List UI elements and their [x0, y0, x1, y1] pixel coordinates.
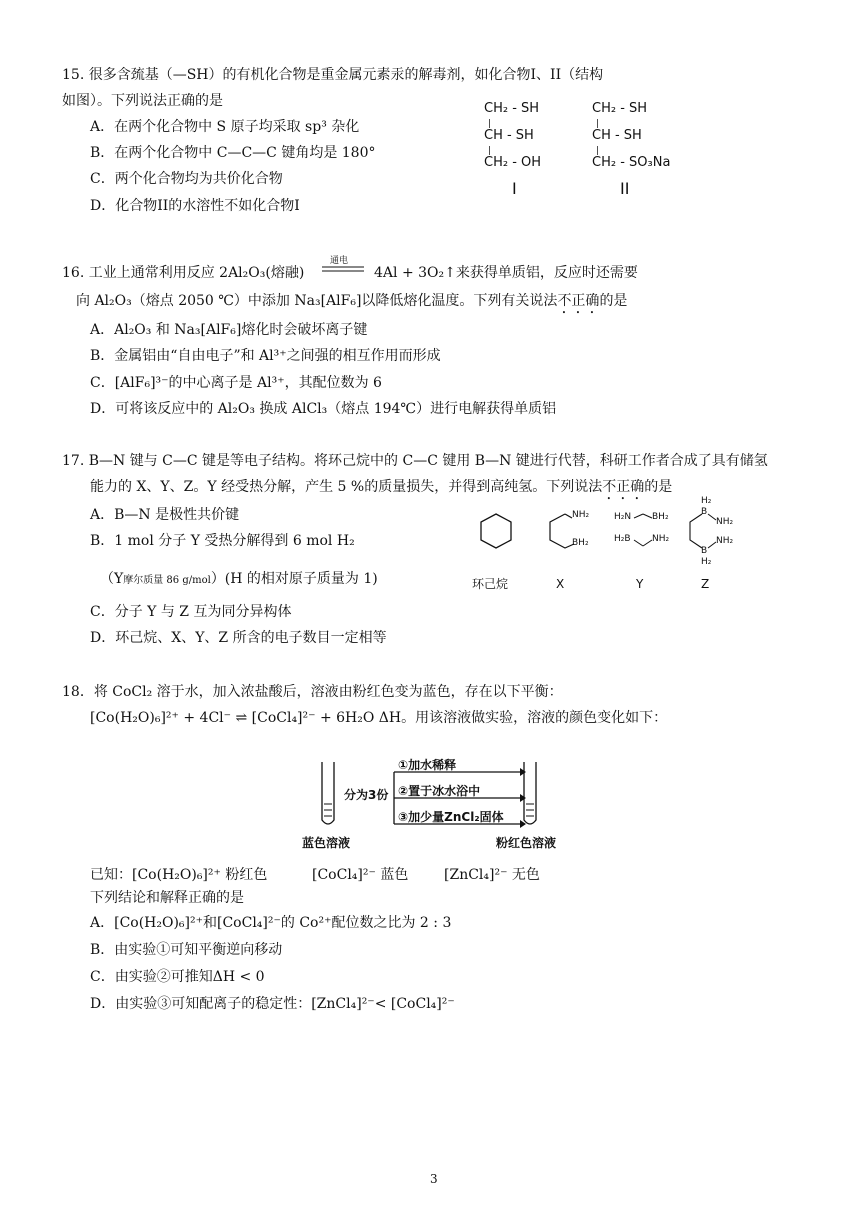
q16-option-a: A．Al₂O₃ 和 Na₃[AlF₆]熔化时会破坏离子键: [90, 322, 368, 338]
structure-i-label: I: [512, 179, 517, 198]
q15-stem-line2: 如图）。下列说法正确的是: [62, 93, 223, 109]
q17-option-b-note: [100, 570, 378, 590]
q18-option-d: D．由实验③可知配离子的稳定性：[ZnCl₄]²⁻< [CoCl₄]²⁻: [90, 996, 455, 1012]
z-nh2-bottom: NH₂: [716, 536, 734, 546]
q17-emphasis-text: 不正确: [602, 479, 645, 495]
x-nh2: NH₂: [572, 510, 590, 520]
bond-line: |: [596, 119, 600, 129]
q15-option-c: C．两个化合物均为共价化合物: [90, 171, 283, 187]
x-bh2: BH₂: [572, 538, 589, 548]
q17-stem-line1: 17. B—N 键与 C—C 键是等电子结构。将环己烷中的 C—C 键用 B—N 键进行代替，科研工作者合成了具有储氢: [62, 453, 768, 469]
bond-line: |: [596, 146, 600, 156]
q18-equilibrium: [Co(H₂O)₆]²⁺ + 4Cl⁻ ⇌ [CoCl₄]²⁻ + 6H₂O ΔH。用该溶液做实验，溶液的颜色变化如下：: [90, 710, 668, 726]
pink-solution-label: 粉红色溶液: [496, 836, 557, 850]
q17-option-a: A．B—N 是极性共价键: [90, 507, 240, 523]
q16-option-b: B．金属铝由“自由电子”和 Al³⁺之间强的相互作用而形成: [90, 348, 441, 364]
q18-known-2: [CoCl₄]²⁻ 蓝色: [312, 867, 409, 883]
q15-option-b: B．在两个化合物中 C—C—C 键角均是 180°: [90, 145, 376, 161]
right-test-tube: [524, 762, 536, 824]
structure-i-line2: CH - SH: [484, 128, 534, 143]
q16-arrow-label: 通电: [330, 256, 349, 266]
page-number: 3: [430, 1172, 438, 1186]
y-nh2-bottom: NH₂: [652, 534, 670, 544]
z-h2-top: H₂: [701, 496, 712, 506]
label-z: Z: [701, 577, 710, 591]
structure-i-line3: CH₂ - OH: [484, 155, 542, 170]
structure-ii-label: II: [620, 179, 630, 198]
structure-i-line1: CH₂ - SH: [484, 101, 540, 116]
q17-stem-line2-end: 的是: [644, 479, 673, 495]
cyclohexane-ring: [481, 514, 511, 548]
y-h2n: H₂N: [614, 512, 632, 522]
q16-emphasis-text: 不正确: [557, 293, 600, 309]
q16-stem-line2-text: 向 Al₂O₃（熔点 2050 ℃）中添加 Na₃[AlF₆]以降低熔化温度。下列有关说法: [76, 293, 558, 309]
q16-stem-line1a: 16. 工业上通常利用反应 2Al₂O₃(熔融): [62, 265, 305, 281]
q16-option-d: D．可将该反应中的 Al₂O₃ 换成 AlCl₃（熔点 194℃）进行电解获得单质铝: [90, 401, 557, 417]
q15-option-a: A．在两个化合物中 S 原子均采取 sp³ 杂化: [90, 119, 360, 135]
left-test-tube: [322, 762, 334, 824]
q18-experiment-figure: [298, 756, 578, 856]
z-nh2-top: NH₂: [716, 517, 734, 527]
q15-stem-line1: 15. 很多含巯基（—SH）的有机化合物是重金属元素汞的解毒剂，如化合物I、II（结构: [62, 67, 604, 83]
z-ring-bond: [708, 514, 716, 520]
split-label: 分为3份: [344, 788, 389, 802]
q18-stem-line2: 下列结论和解释正确的是: [90, 890, 244, 906]
q16-stem-line2: [76, 292, 627, 317]
y-ring-bond: [643, 514, 652, 518]
electrolysis-equals-sign: [322, 266, 364, 274]
y-h2b: H₂B: [614, 534, 631, 544]
q17-molecule-figure: [468, 496, 748, 600]
q16-option-c: C．[AlF₆]³⁻的中心离子是 Al³⁺，其配位数为 6: [90, 375, 382, 391]
q15-option-d: D．化合物II的水溶性不如化合物I: [90, 198, 300, 214]
q17-option-c: C．分子 Y 与 Z 互为同分异构体: [90, 604, 292, 620]
x-ring: [550, 514, 574, 548]
q16-stem-line1b: 4Al + 3O₂↑来获得单质铝，反应时还需要: [374, 265, 638, 281]
blue-solution-label: 蓝色溶液: [302, 836, 351, 850]
z-ring-bond: [708, 542, 716, 548]
step3-label: ③加少量ZnCl₂固体: [398, 810, 504, 824]
q18-known-3: [ZnCl₄]²⁻ 无色: [444, 867, 540, 883]
z-h2-bottom: H₂: [701, 557, 712, 567]
label-y: Y: [636, 577, 644, 591]
structure-ii-line3: CH₂ - SO₃Na: [592, 155, 671, 170]
q17-option-d: D．环己烷、X、Y、Z 所含的电子数目一定相等: [90, 630, 387, 646]
q16-stem-line2-end: 的是: [599, 293, 628, 309]
q17-stem-line2-text: 能力的 X、Y、Z。Y 经受热分解，产生 5 %的质量损失，并得到高纯氢。下列说法: [90, 479, 603, 495]
y-ring-bond: [643, 540, 652, 546]
label-x: X: [556, 577, 565, 591]
q18-known-1: 已知：[Co(H₂O)₆]²⁺ 粉红色: [90, 867, 268, 883]
q18-option-b: B．由实验①可知平衡逆向移动: [90, 942, 283, 958]
step2-label: ②置于冰水浴中: [398, 784, 481, 798]
structure-ii-line2: CH - SH: [592, 128, 642, 143]
q18-option-c: C．由实验②可推知ΔH < 0: [90, 969, 265, 985]
z-b-top: B: [701, 507, 708, 517]
bond-line: |: [488, 119, 492, 129]
q18-stem-line1: 18．将 CoCl₂ 溶于水，加入浓盐酸后，溶液由粉红色变为蓝色，存在以下平衡：: [62, 684, 563, 700]
step1-label: ①加水稀释: [398, 758, 457, 772]
bond-line: |: [488, 146, 492, 156]
y-ring-bond: [634, 514, 643, 518]
q17-note-open: （Y: [100, 571, 124, 587]
structure-ii-line1: CH₂ - SH: [592, 101, 648, 116]
z-b-bottom: B: [701, 546, 708, 556]
q18-option-a: A．[Co(H₂O)₆]²⁺和[CoCl₄]²⁻的 Co²⁺配位数之比为 2 : 3: [90, 915, 452, 931]
q17-note-close: ）(H 的相对原子质量为 1): [210, 571, 378, 587]
label-cyclohexane: 环己烷: [472, 577, 509, 591]
y-bh2-top: BH₂: [652, 512, 669, 522]
q17-note-molar-mass: 摩尔质量 86 g/mol: [123, 575, 211, 586]
y-ring-bond: [634, 540, 643, 546]
x-ring-bond: [565, 514, 572, 518]
q17-option-b: B．1 mol 分子 Y 受热分解得到 6 mol H₂: [90, 533, 355, 549]
